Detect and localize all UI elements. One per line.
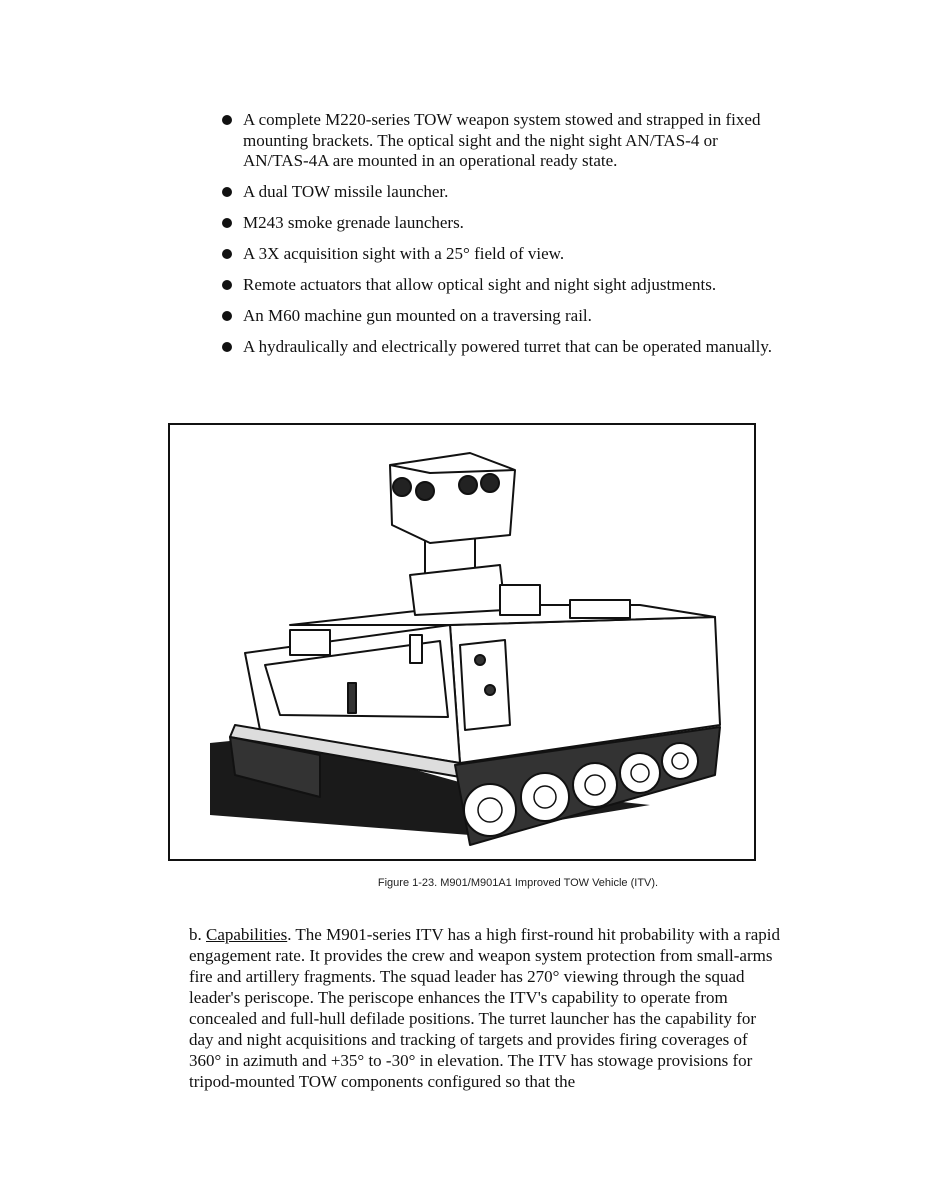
bullet-item: A hydraulically and electrically powered turret that can be operated manually. (222, 337, 782, 358)
paragraph-text: . The M901-series ITV has a high first-round hit probability with a rapid engagement rate. It provides the crew and weapon system protection from small-arms fire and artillery fragments. The squad leader has 270° viewing through the squad leader's periscope. The periscope enhances the ITV's capability to operate from concealed and full-hull defilade positions. The turret launcher has the capability for day and night acquisitions and tracking of targets and provides firing coverages of 360° in azimuth and +35° to -30° in elevation. The ITV has stowage provisions for tripod-mounted TOW components configured so that the (189, 925, 780, 1091)
paragraph-label: b. (189, 925, 206, 944)
bullet-item: An M60 machine gun mounted on a traversing rail. (222, 306, 782, 327)
capabilities-heading: Capabilities (206, 925, 288, 944)
bullet-item: M243 smoke grenade launchers. (222, 213, 782, 234)
bullet-item: A dual TOW missile launcher. (222, 182, 782, 203)
bullet-item: A complete M220-series TOW weapon system stowed and strapped in fixed mounting brackets. The optical sight and the night sight AN/TAS-4 or AN/TAS-4A are mounted in an operational ready state. (222, 110, 782, 172)
itv-vehicle-illustration (170, 425, 754, 859)
bullet-item: A 3X acquisition sight with a 25° field of view. (222, 244, 782, 265)
itv-figure (168, 423, 756, 861)
figure-caption: Figure 1-23. M901/M901A1 Improved TOW Vehicle (ITV). (377, 877, 659, 889)
capabilities-paragraph (189, 924, 784, 1092)
bullet-item: Remote actuators that allow optical sight and night sight adjustments. (222, 275, 782, 296)
feature-bullet-list (222, 110, 782, 368)
